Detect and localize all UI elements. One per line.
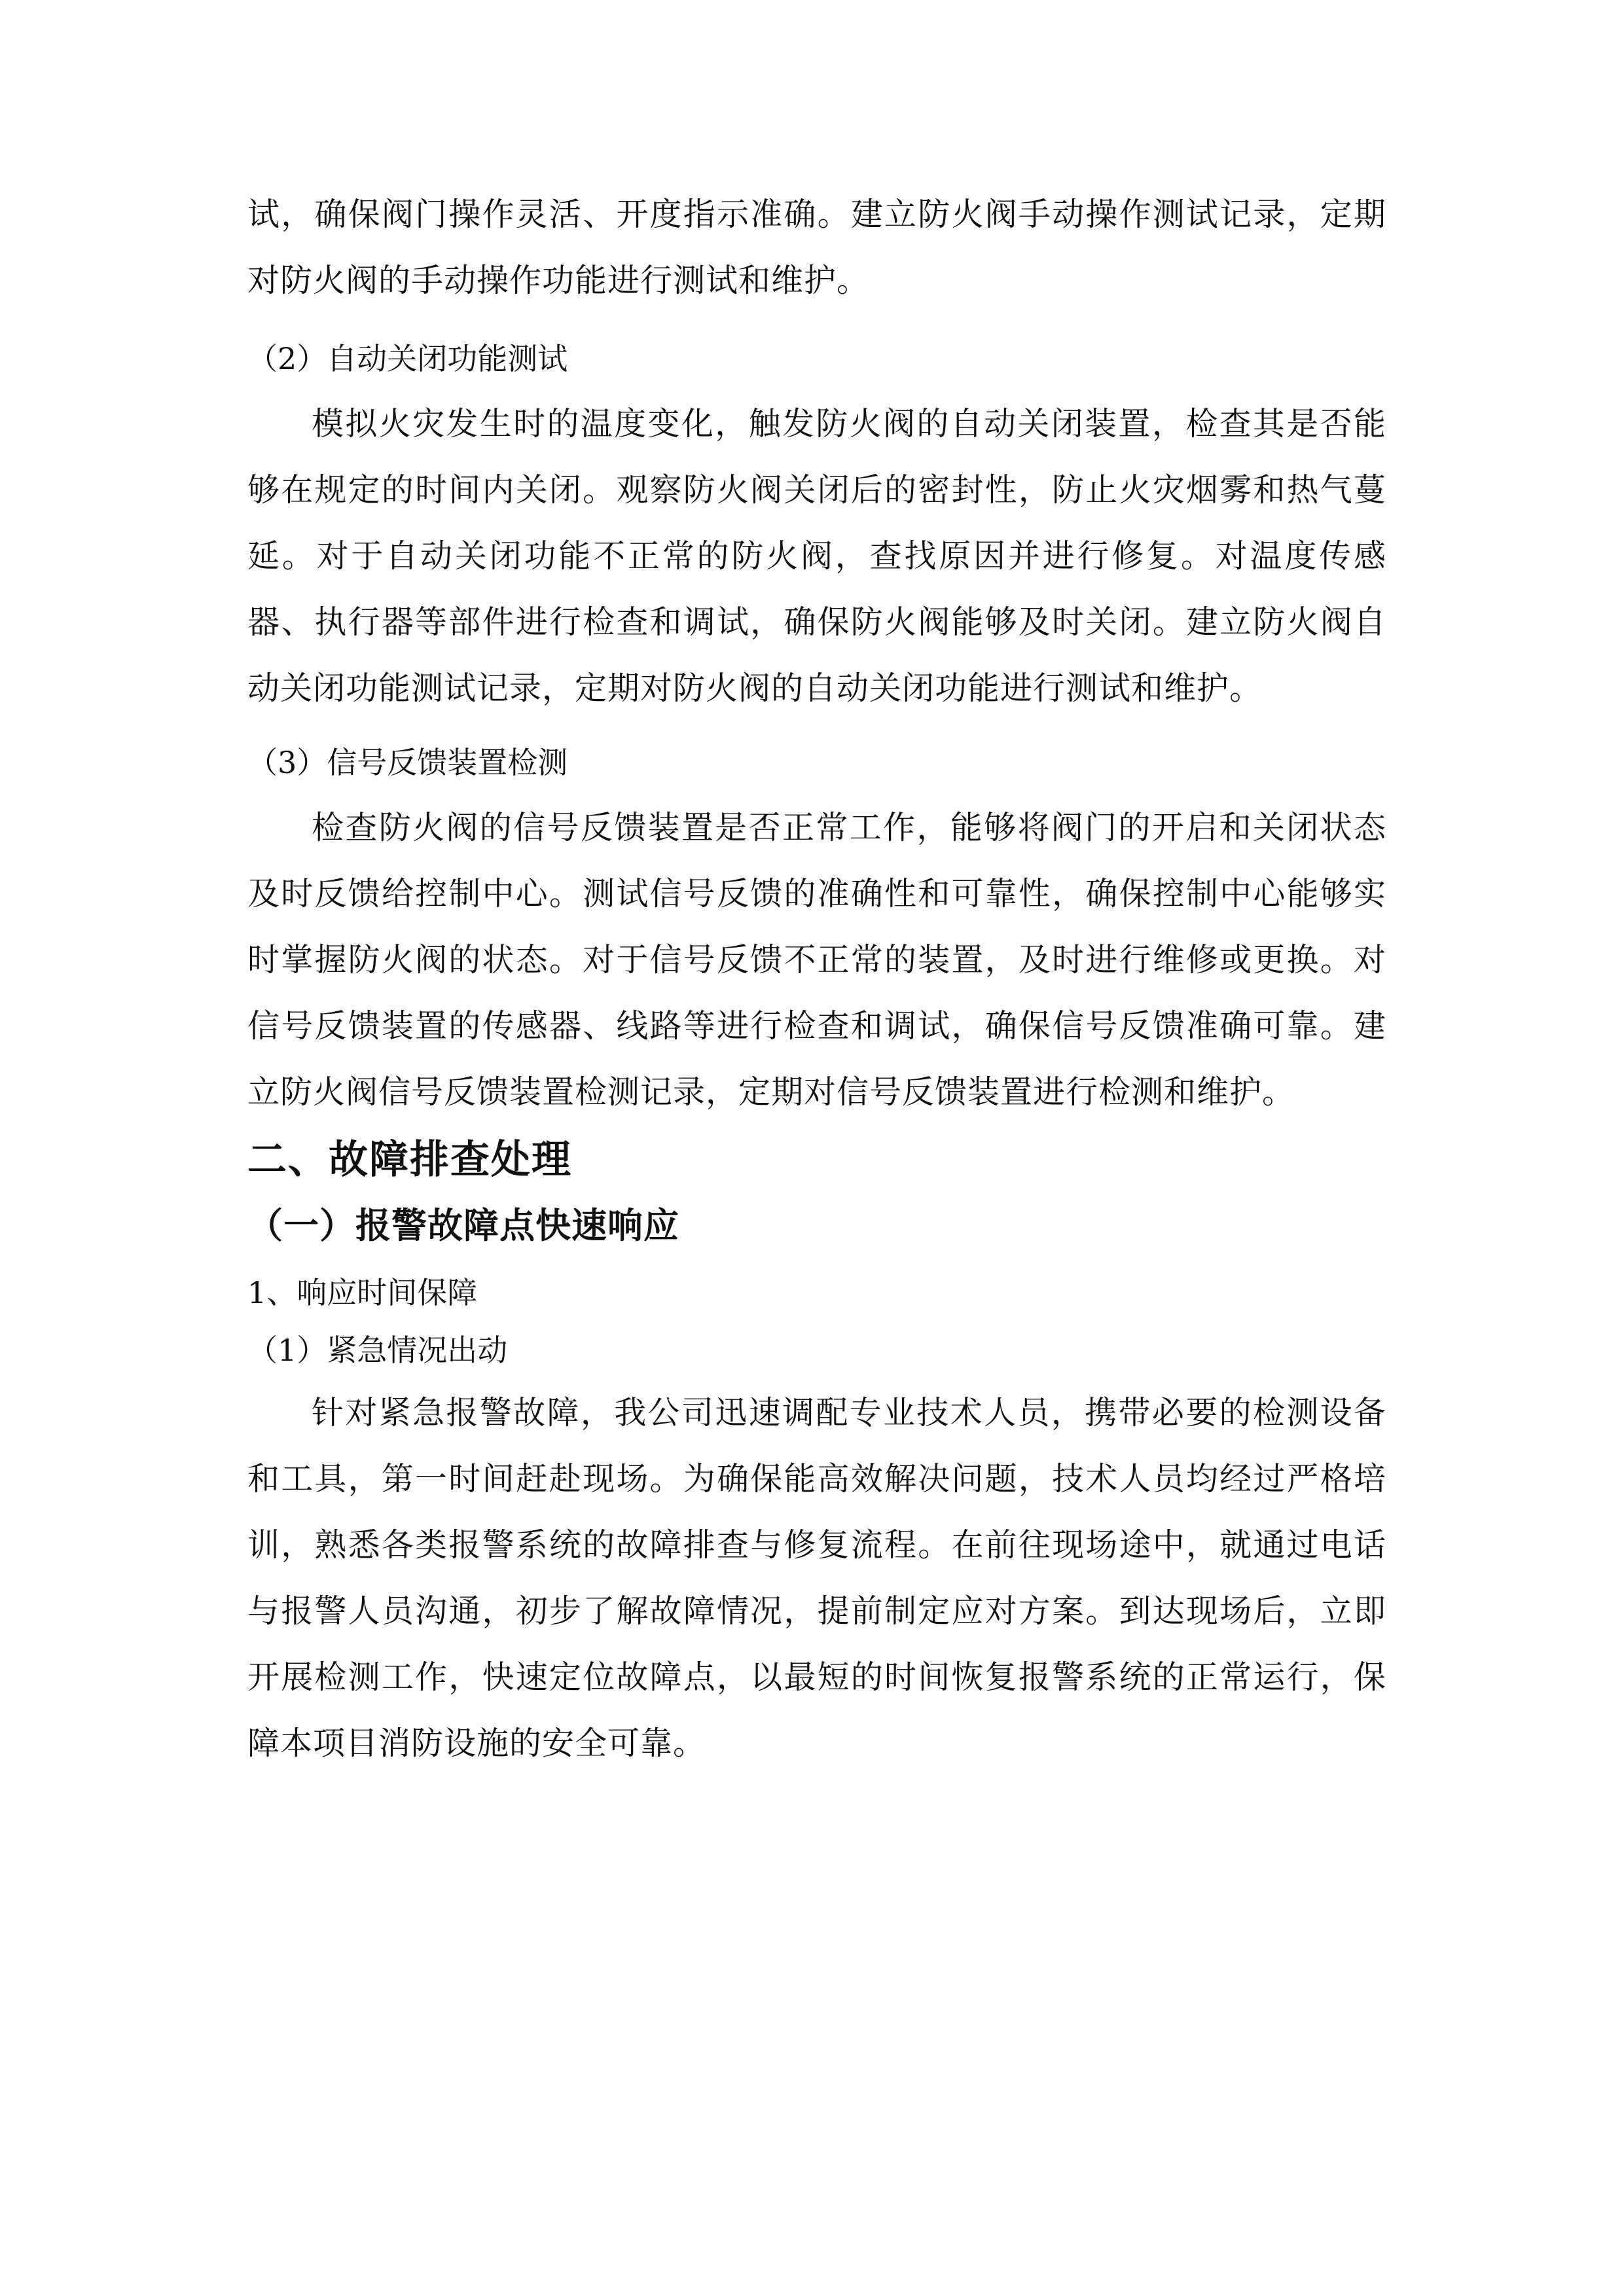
- subheading-signal-feedback-check: （3）信号反馈装置检测: [247, 745, 568, 780]
- subheading-automatic-close-test: （2）自动关闭功能测试: [247, 341, 568, 376]
- subheading-emergency-dispatch: （1）紧急情况出动: [247, 1333, 508, 1368]
- item-heading-response-time: 1、响应时间保障: [247, 1275, 478, 1310]
- emergency-dispatch-paragraph: 针对紧急报警故障，我公司迅速调配专业技术人员，携带必要的检测设备和工具，第一时间赶赴现场。为确保能高效解决问题，技术人员均经过严格培训，熟悉各类报警系统的故障排查与修复流程。在前往现场途中，就通过电话与报警人员沟通，初步了解故障情况，提前制定应对方案。到达现场后，立即开展检测工作，快速定位故障点，以最短的时间恢复报警系统的正常运行，保障本项目消防设施的安全可靠。: [247, 1394, 1386, 1762]
- continuation-paragraph: 试，确保阀门操作灵活、开度指示准确。建立防火阀手动操作测试记录，定期对防火阀的手动操作功能进行测试和维护。: [247, 196, 1386, 299]
- signal-feedback-check-paragraph: 检查防火阀的信号反馈装置是否正常工作，能够将阀门的开启和关闭状态及时反馈给控制中心。测试信号反馈的准确性和可靠性，确保控制中心能够实时掌握防火阀的状态。对于信号反馈不正常的装置，及时进行维修或更换。对信号反馈装置的传感器、线路等进行检查和调试，确保信号反馈准确可靠。建立防火阀信号反馈装置检测记录，定期对信号反馈装置进行检测和维护。: [247, 809, 1386, 1111]
- subsection-heading: （一）报警故障点快速响应: [247, 1204, 679, 1246]
- automatic-close-test-paragraph: 模拟火灾发生时的温度变化，触发防火阀的自动关闭装置，检查其是否能够在规定的时间内关闭。观察防火阀关闭后的密封性，防止火灾烟雾和热气蔓延。对于自动关闭功能不正常的防火阀，查找原因并进行修复。对温度传感器、执行器等部件进行检查和调试，确保防火阀能够及时关闭。建立防火阀自动关闭功能测试记录，定期对防火阀的自动关闭功能进行测试和维护。: [247, 405, 1386, 707]
- section-heading: 二、故障排查处理: [247, 1137, 572, 1183]
